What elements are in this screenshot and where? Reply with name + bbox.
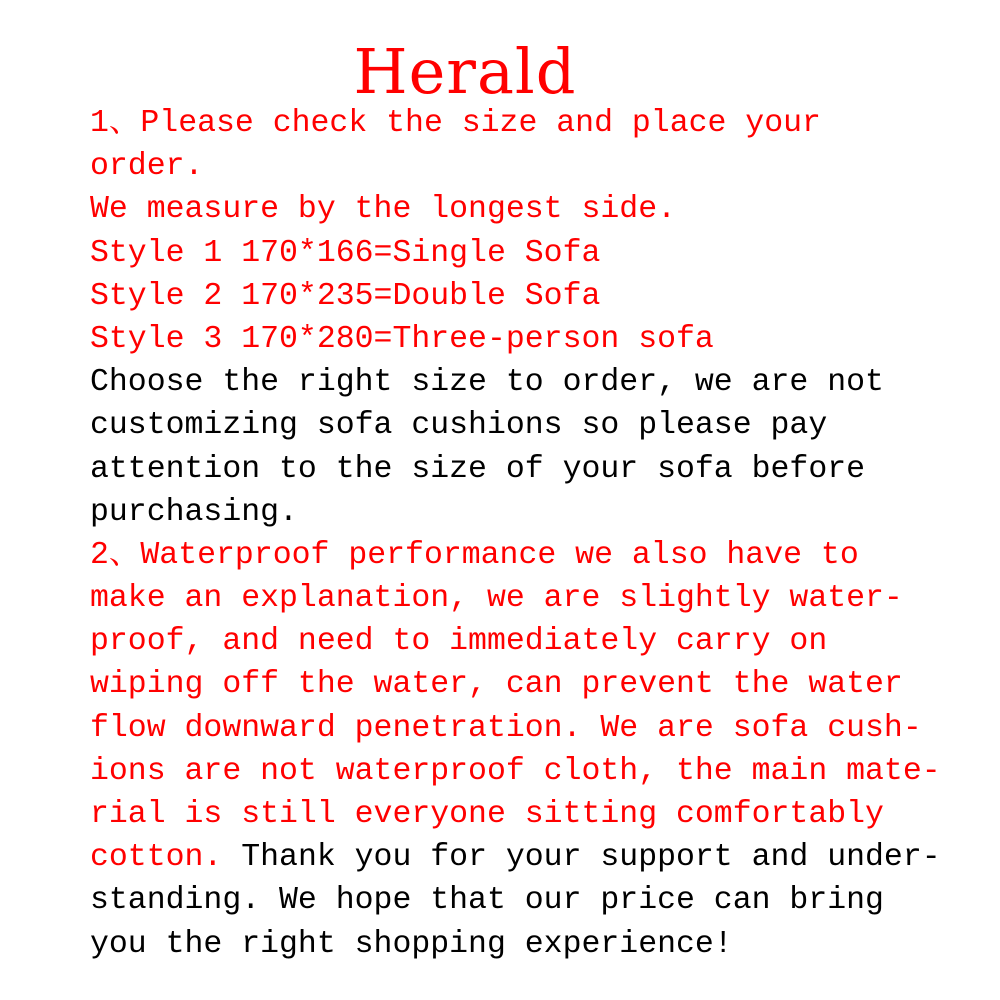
text-segment: standing. We hope that our price can bring xyxy=(90,883,884,919)
text-segment: We measure by the longest side. xyxy=(90,192,676,228)
text-line xyxy=(90,102,990,145)
text-segment: purchasing. xyxy=(90,494,298,530)
text-segment: attention to the size of your sofa before xyxy=(90,451,866,487)
text-line xyxy=(90,879,990,922)
text-segment: Style 1 170*166=Single Sofa xyxy=(90,235,601,271)
text-line xyxy=(90,491,990,534)
text-segment: Style 3 170*280=Three-person sofa xyxy=(90,321,714,357)
text-segment: Thank you for your support and under- xyxy=(222,840,941,876)
text-line xyxy=(90,232,990,275)
text-line xyxy=(90,707,990,750)
text-segment: flow downward penetration. We are sofa cush- xyxy=(90,710,922,746)
text-segment: customizing sofa cushions so please pay xyxy=(90,408,828,444)
text-line xyxy=(90,404,990,447)
text-segment: cotton. xyxy=(90,840,223,876)
text-segment: 1、Please check the size and place your xyxy=(90,106,821,141)
text-segment: you the right shopping experience! xyxy=(90,926,733,962)
text-line xyxy=(90,361,990,404)
text-line xyxy=(90,663,990,706)
text-segment: ions are not waterproof cloth, the main mate- xyxy=(90,753,941,789)
text-segment: make an explanation, we are slightly water- xyxy=(90,581,903,617)
text-line xyxy=(90,836,990,879)
text-segment: rial is still everyone sitting comfortably xyxy=(90,797,884,832)
text-line xyxy=(90,275,990,318)
text-segment: Choose the right size to order, we are not xyxy=(90,365,884,401)
text-line xyxy=(90,318,990,361)
text-line xyxy=(90,188,990,231)
page-title: Herald xyxy=(353,35,577,108)
text-line xyxy=(90,577,990,620)
text-segment: wiping off the water, can prevent the water xyxy=(90,667,903,703)
text-segment: proof, and need to immediately carry on xyxy=(90,624,828,660)
text-line xyxy=(90,448,990,491)
description-text-block xyxy=(90,102,990,966)
text-line xyxy=(90,793,990,836)
text-line xyxy=(90,620,990,663)
text-segment: order. xyxy=(90,149,204,185)
text-line xyxy=(90,923,990,966)
text-line xyxy=(90,534,990,577)
text-segment: 2、Waterproof performance we also have to xyxy=(90,537,859,573)
text-line xyxy=(90,750,990,793)
text-line xyxy=(90,145,990,188)
text-segment: Style 2 170*235=Double Sofa xyxy=(90,278,601,314)
